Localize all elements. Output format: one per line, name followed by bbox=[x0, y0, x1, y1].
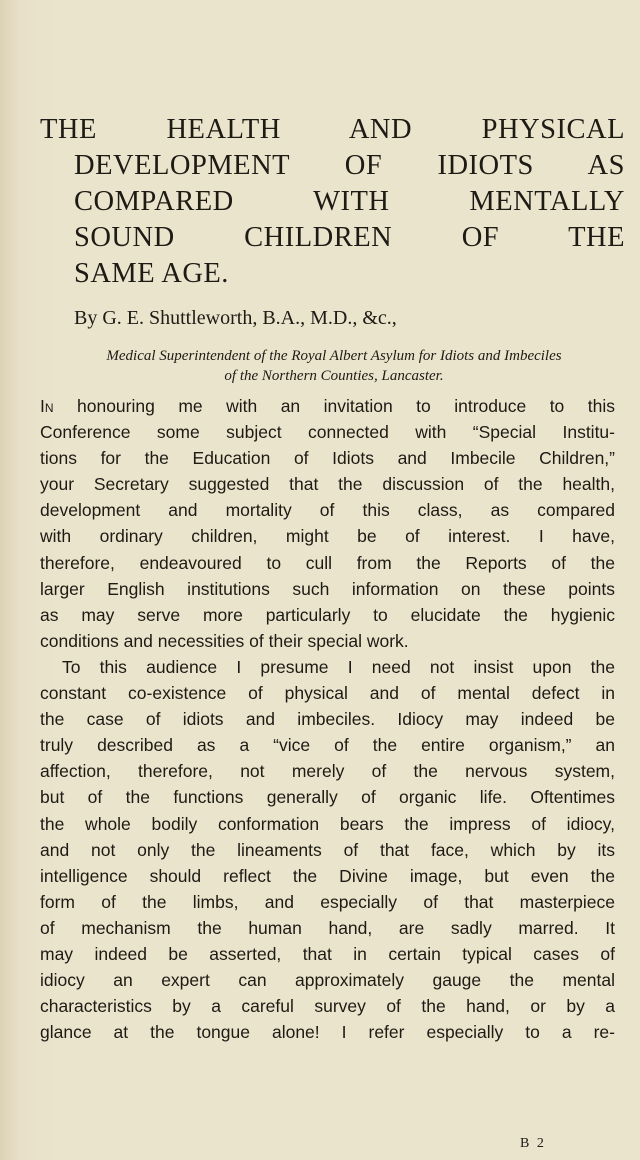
text-line: of mechanism the human hand, are sadly marred. It bbox=[40, 917, 615, 938]
text-line: form of the limbs, and especially of that masterpiece bbox=[40, 891, 615, 912]
title-line: SAME AGE. bbox=[74, 258, 229, 289]
text-line: but of the functions generally of organic life. Oftentimes bbox=[40, 787, 615, 808]
text-line: conditions and necessities of their special work. bbox=[40, 630, 409, 651]
text-line: affection, therefore, not merely of the nervous system, bbox=[40, 761, 615, 782]
text-line: may indeed be asserted, that in certain typical cases of bbox=[40, 943, 615, 964]
title-line: DEVELOPMENT OF IDIOTS AS bbox=[74, 150, 625, 181]
signature-mark: B 2 bbox=[520, 1136, 546, 1151]
text-line: Conference some subject connected with “Special Institu- bbox=[40, 422, 615, 443]
text-line: characteristics by a careful survey of the hand, or by a bbox=[40, 996, 615, 1017]
text-line: the whole bodily conformation bears the impress of idiocy, bbox=[40, 813, 615, 834]
text-line: intelligence should reflect the Divine image, but even the bbox=[40, 865, 615, 886]
title-line: SOUND CHILDREN OF THE bbox=[74, 222, 625, 253]
paragraph-1 bbox=[40, 393, 615, 654]
text-line: your Secretary suggested that the discussion of the health, bbox=[40, 474, 615, 495]
article-body bbox=[40, 393, 615, 1045]
text-line: larger English institutions such information on these points bbox=[40, 578, 615, 599]
text-line: development and mortality of this class, as compared bbox=[40, 500, 615, 521]
author-byline: By G. E. Shuttleworth, B.A., M.D., &c., bbox=[74, 307, 397, 329]
text-line: idiocy an expert can approximately gauge the mental bbox=[40, 970, 615, 991]
article-title bbox=[40, 112, 625, 292]
affiliation-line: Medical Superintendent of the Royal Albert Asylum for Idiots and Imbeciles bbox=[106, 348, 562, 364]
text-line: In honouring me with an invitation to introduce to this bbox=[40, 396, 615, 416]
text-line: tions for the Education of Idiots and Imbecile Children,” bbox=[40, 448, 615, 469]
text-line: the case of idiots and imbeciles. Idiocy may indeed be bbox=[40, 709, 615, 730]
text-line: constant co-existence of physical and of mental defect in bbox=[40, 683, 615, 704]
author-affiliation bbox=[74, 346, 594, 386]
text-line: therefore, endeavoured to cull from the Reports of the bbox=[40, 552, 615, 573]
text-line: as may serve more particularly to elucidate the hygienic bbox=[40, 604, 615, 625]
title-line: COMPARED WITH MENTALLY bbox=[74, 186, 625, 217]
drop-lead-word: In bbox=[40, 396, 54, 416]
text-line: To this audience I presume I need not insist upon the bbox=[62, 656, 615, 677]
affiliation-line: of the Northern Counties, Lancaster. bbox=[224, 368, 444, 384]
text-line: with ordinary children, might be of interest. I have, bbox=[40, 526, 615, 547]
paragraph-2 bbox=[40, 654, 615, 1045]
text-line: and not only the lineaments of that face, which by its bbox=[40, 839, 615, 860]
text-line: glance at the tongue alone! I refer especially to a re- bbox=[40, 1022, 615, 1043]
text-line: truly described as a “vice of the entire organism,” an bbox=[40, 735, 615, 756]
title-line: THE HEALTH AND PHYSICAL bbox=[40, 114, 625, 145]
